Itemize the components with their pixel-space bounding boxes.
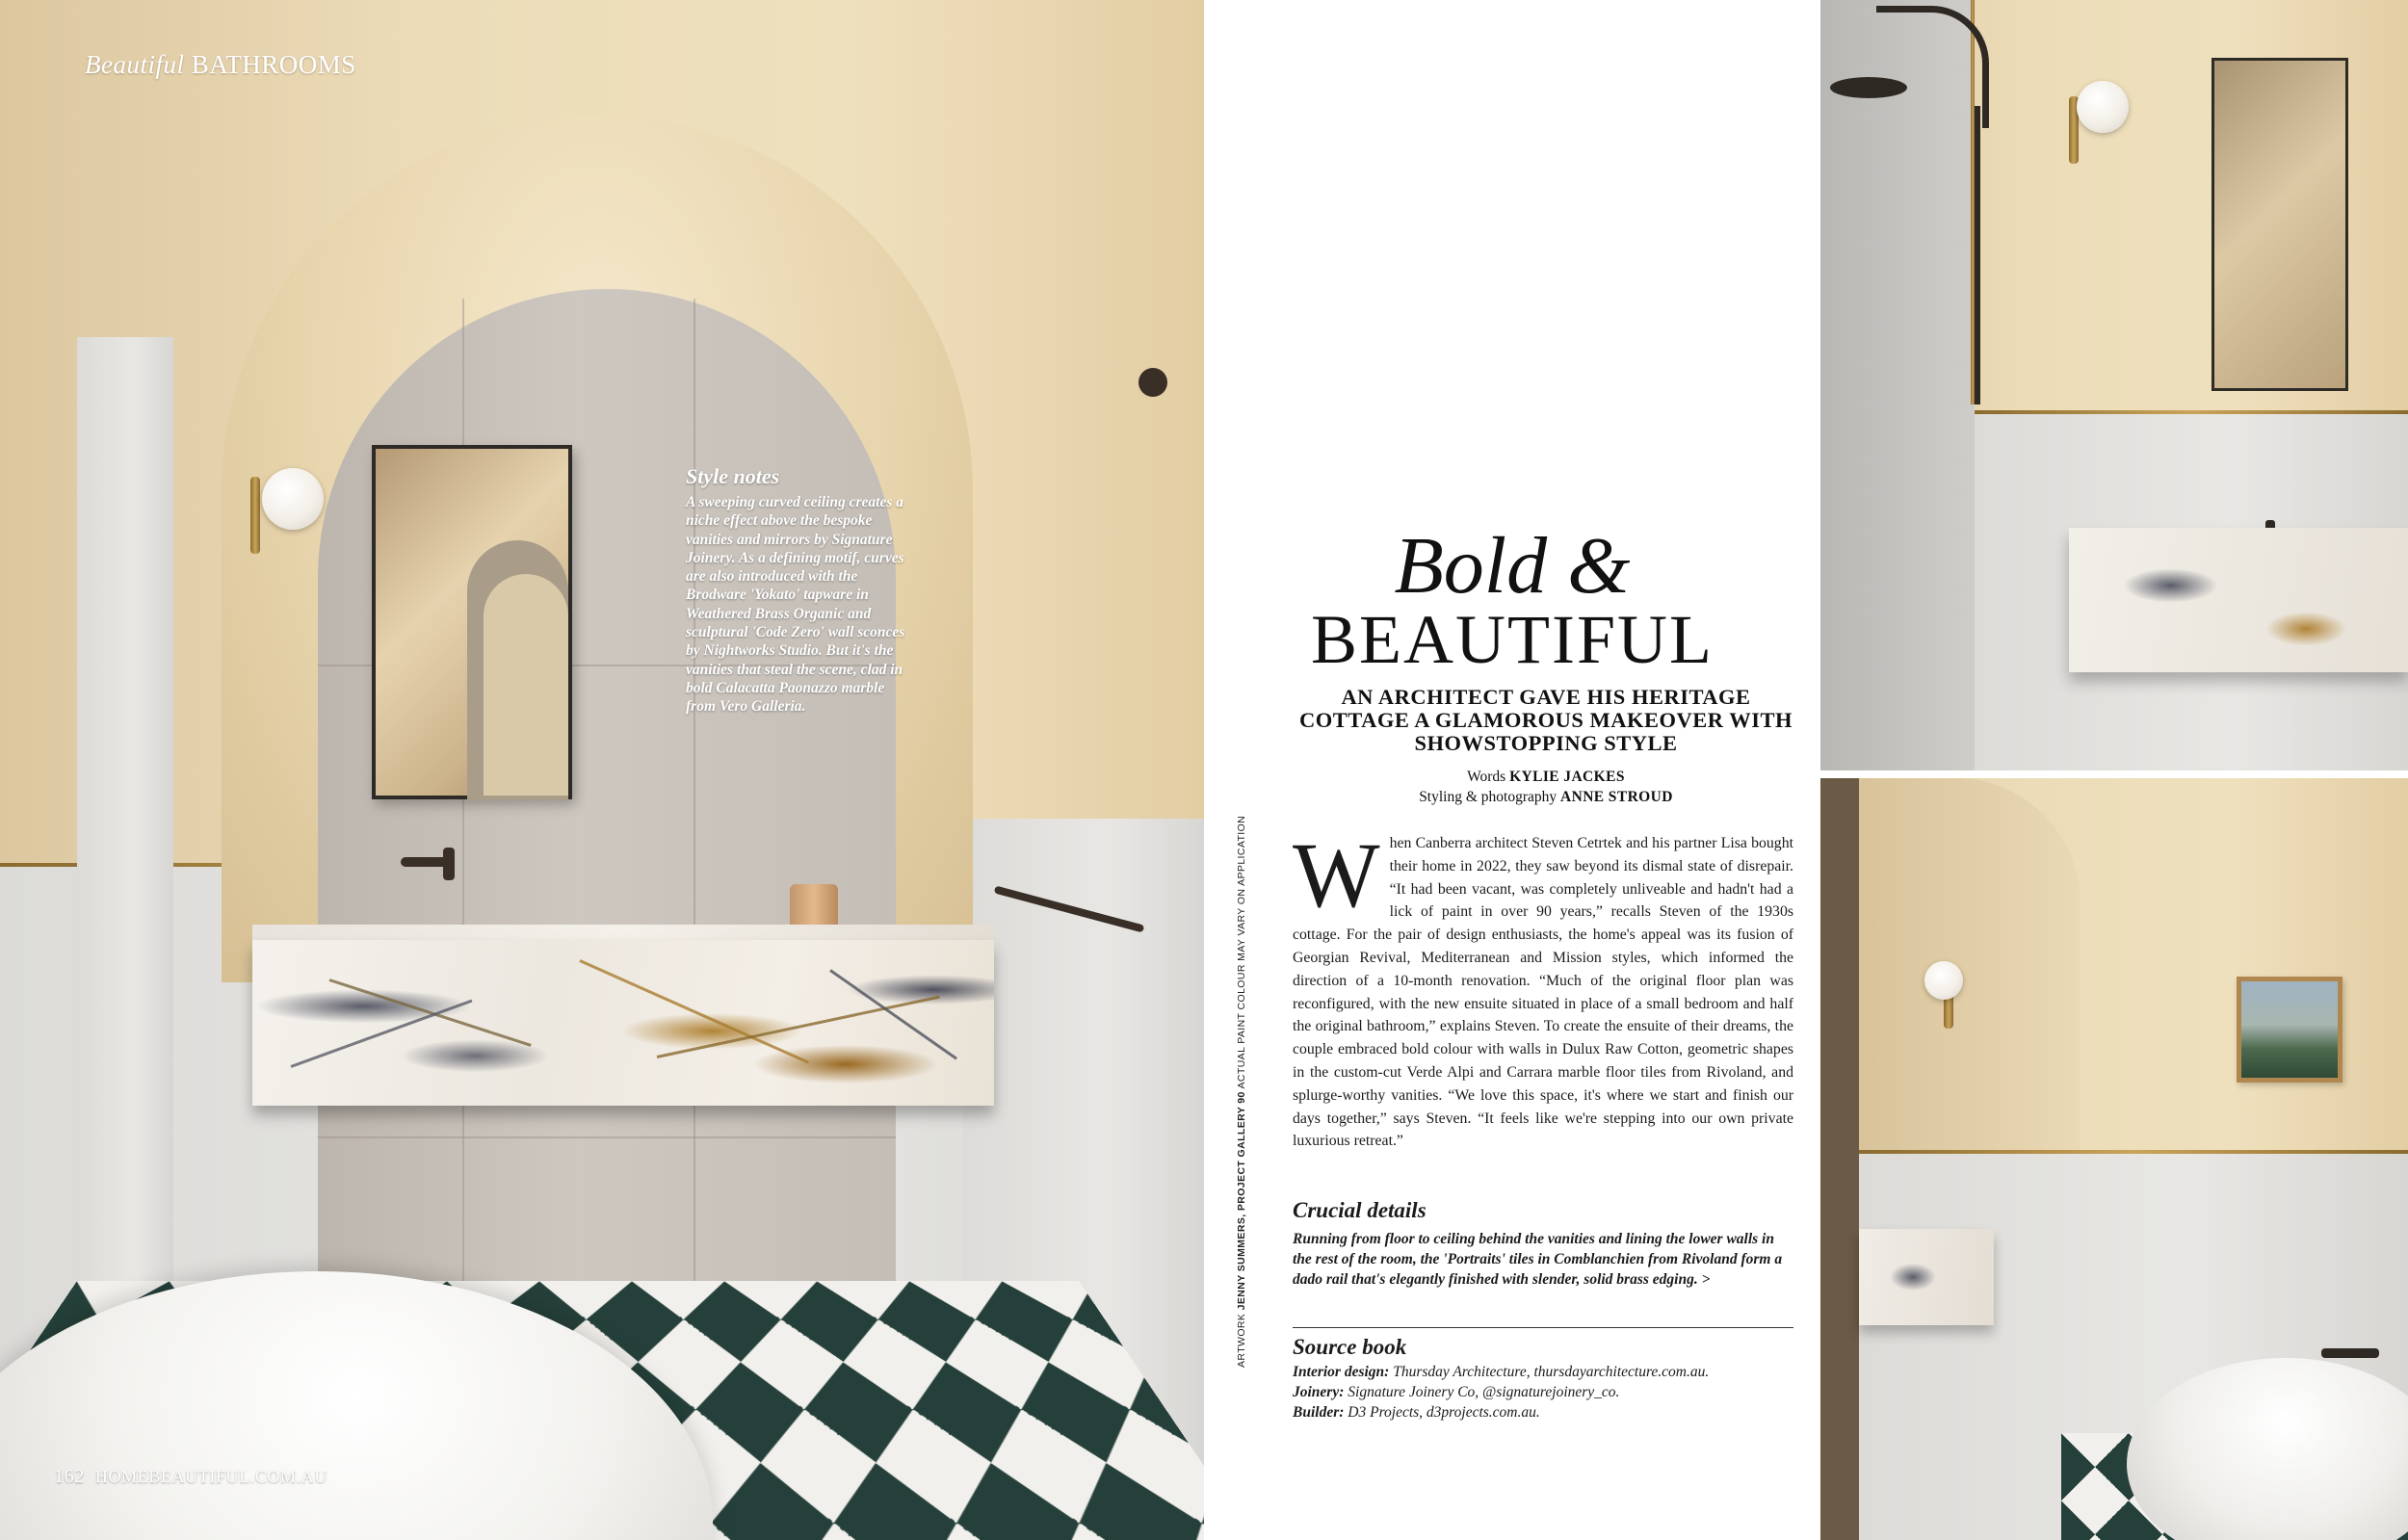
folio-website: HOMEBEAUTIFUL.COM.AU: [94, 1467, 327, 1486]
headline-script: Bold &: [1394, 521, 1631, 611]
vertical-credit: [1236, 815, 1247, 1368]
credit-note: ACTUAL PAINT COLOUR MAY VARY ON APPLICATION: [1236, 815, 1247, 1089]
section-label: [85, 50, 356, 80]
byline-photographer: ANNE STROUD: [1560, 789, 1673, 805]
crucial-details: [1293, 1198, 1793, 1290]
article-body-text: hen Canberra architect Steven Cetrtek and his partner Lisa bought their home in 2022, they saw beyond its dismal state of disrepair. “It had been vacant, was completely unliveable and hadn't had a lick of paint in over 90 years,” recalls Steven of the 1930s cottage. For the pair of design enthusiasts, the home's appeal was its fusion of Georgian Revival, Mediterranean and Mission styles, which informed the direction of a 10-month renovation. “Much of the original floor plan was reconfigured, with the new ensuite situated in place of a small bedroom and half the original bathroom,” explains Steven. To create the ensuite of their dreams, the couple embraced bold colour with walls in Dulux Raw Cotton, geometric shapes in the custom-cut Verde Alpi and Carrara marble floor tiles from Rivoland, and splurge-worthy vanities. “We love this space, it's where we start and finish our days together,” says Steven. “It feels like we're stepping into our own private luxurious retreat.”: [1293, 835, 1793, 1150]
byline-photo-label: Styling & photography: [1419, 789, 1557, 805]
tile-joint: [318, 1136, 896, 1138]
crucial-details-title: Crucial details: [1293, 1198, 1426, 1222]
cabinet-mirror: [372, 445, 572, 799]
marble-vanity: [2069, 528, 2408, 672]
byline: [1291, 767, 1801, 807]
wall-tap-mixer: [443, 848, 455, 880]
style-notes-body: A sweeping curved ceiling creates a niche effect above the bespoke vanities and mirrors by Signature Joinery. As a defining motif, curves are also introduced with the Brodware 'Yokato' tapware in Weathered Brass Organic and sculptural 'Code Zero' wall sconces by Nightworks Studio. But it's the vanities that steal the scene, clad in bold Calacatta Paonazzo marble from Vero Galleria.: [686, 494, 905, 716]
sconce-backplate: [250, 477, 260, 554]
style-notes: [686, 464, 917, 717]
credit-artist: JENNY SUMMERS, PROJECT GALLERY 90: [1236, 1091, 1247, 1311]
divider-rule: [1293, 1327, 1793, 1328]
style-notes-title: Style notes: [686, 464, 780, 488]
wall-sconce-globe: [2077, 81, 2129, 133]
drop-cap: W: [1293, 823, 1380, 927]
section-label-italic: Beautiful: [85, 50, 185, 79]
source-item-joinery: Joinery: Signature Joinery Co, @signaturejoinery_co.: [1293, 1384, 1620, 1400]
standfirst: AN ARCHITECT GAVE HIS HERITAGE COTTAGE A GLAMOROUS MAKEOVER WITH SHOWSTOPPING STYLE: [1299, 685, 1793, 755]
wall-sconce-globe: [262, 468, 324, 530]
shower-vanity-photo: [1820, 0, 2408, 770]
page-folio: [54, 1466, 327, 1488]
article-body: [1293, 823, 1793, 1153]
robe-hook: [1139, 368, 1167, 397]
source-book-title: Source book: [1293, 1335, 1407, 1359]
framed-landscape-artwork: [2237, 977, 2343, 1083]
shower-rail: [1975, 106, 1980, 405]
section-label-caps: BATHROOMS: [191, 50, 356, 79]
doorway-frame: [1820, 778, 1859, 1540]
cabinet-mirror: [2212, 58, 2348, 391]
bathtub-artwork-photo: [1820, 778, 2408, 1540]
tub-wall-spout: [2321, 1348, 2379, 1358]
shower-arm: [1876, 6, 1989, 128]
byline-words-label: Words: [1467, 769, 1506, 785]
page-number: 162: [54, 1466, 85, 1487]
brass-dado-edge: [1975, 410, 2408, 414]
marble-vanity: [252, 940, 994, 1106]
marble-vanity: [1859, 1229, 1994, 1325]
brass-dado-edge: [1859, 1150, 2408, 1154]
shower-rose: [1830, 77, 1907, 98]
credit-label: ARTWORK: [1236, 1313, 1247, 1368]
source-item-interior: Interior design: Thursday Architecture, thursdayarchitecture.com.au.: [1293, 1364, 1710, 1380]
headline-caps: BEAUTIFUL: [1311, 601, 1714, 678]
source-item-builder: Builder: D3 Projects, d3projects.com.au.: [1293, 1404, 1540, 1421]
tile-joint: [694, 299, 695, 1310]
byline-writer: KYLIE JACKES: [1509, 769, 1625, 785]
side-wall-tiles: [77, 337, 173, 1300]
photo-gutter: [1820, 770, 2408, 778]
wall-sconce-globe: [1924, 961, 1963, 1000]
crucial-details-body: Running from floor to ceiling behind the vanities and lining the lower walls in the rest of the room, the 'Portraits' tiles in Comblanchien from Rivoland form a dado rail that's elegantly finished with slender, solid brass edging. >: [1293, 1231, 1783, 1288]
source-book: [1293, 1335, 1813, 1423]
